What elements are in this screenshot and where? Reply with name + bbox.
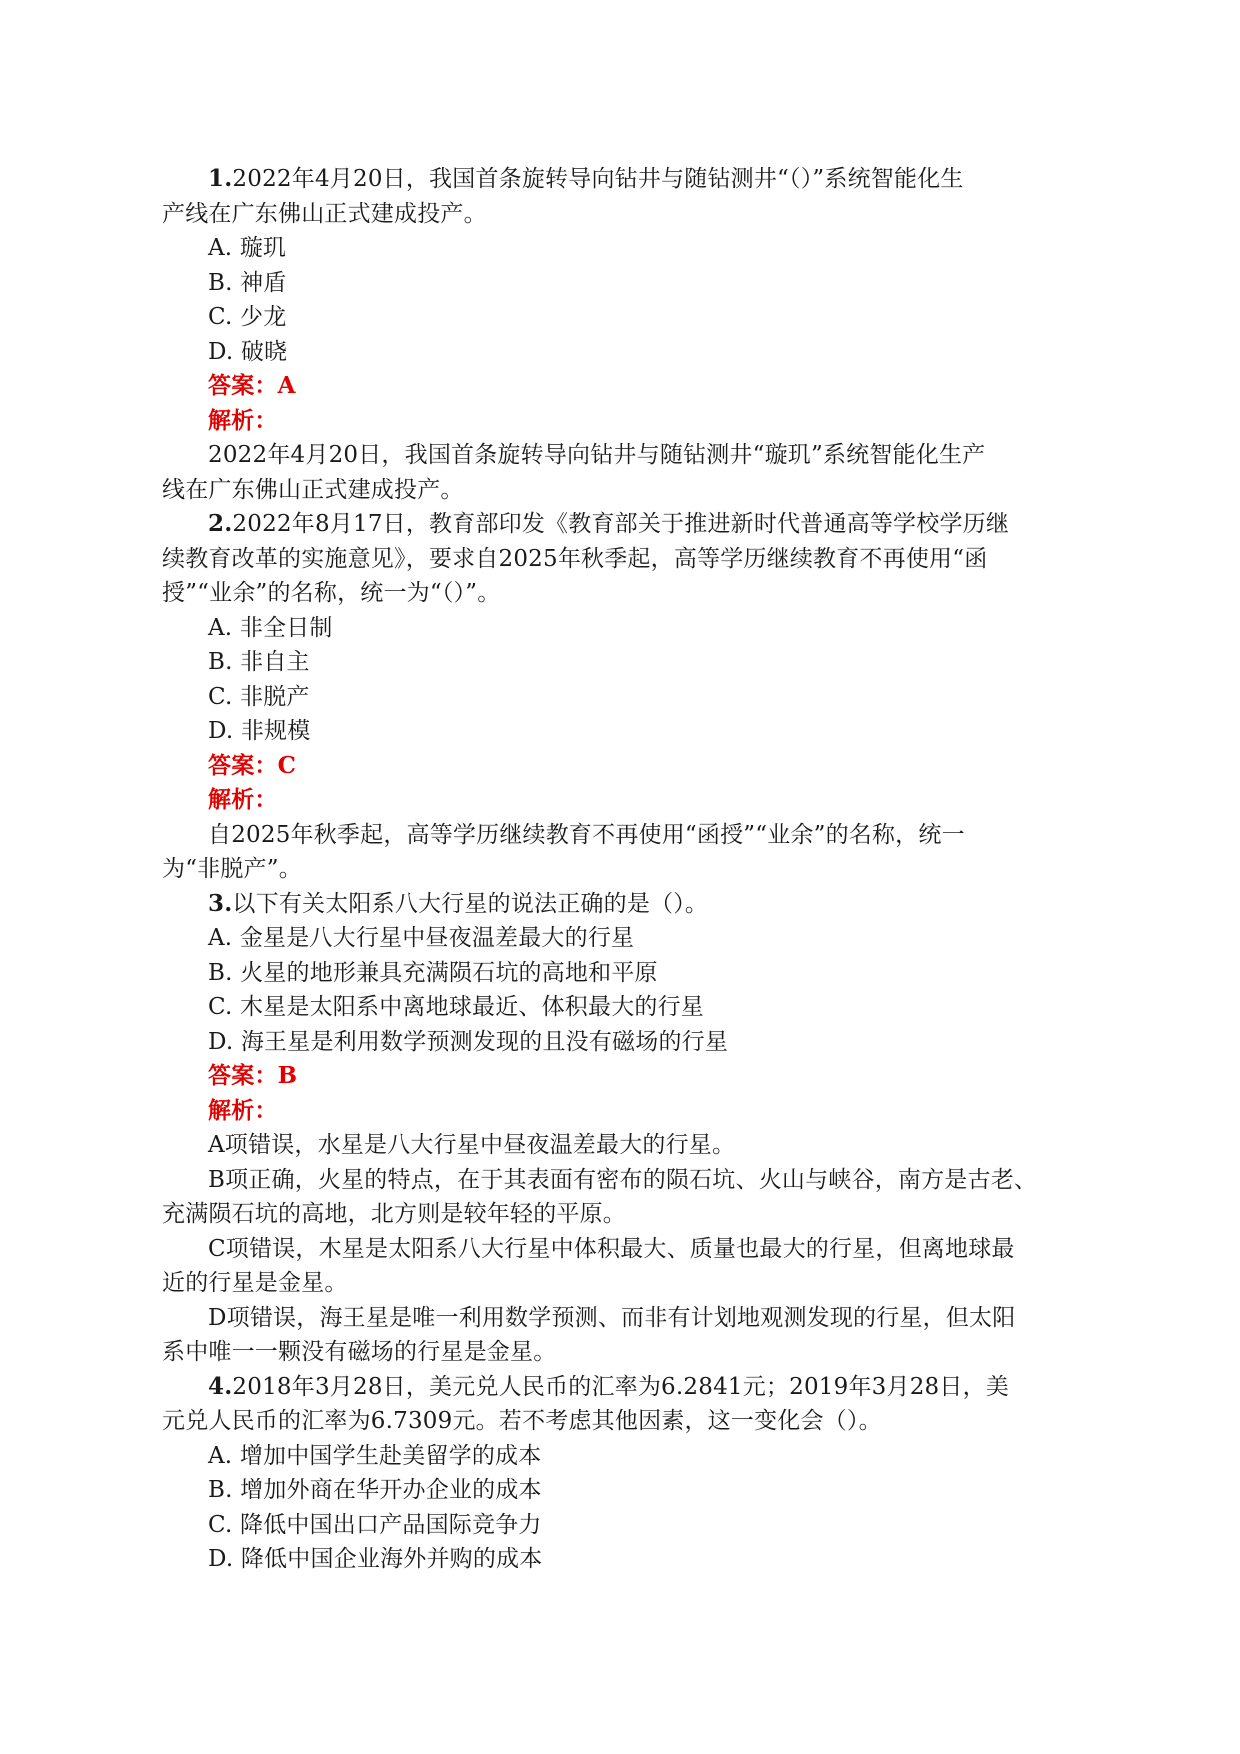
option-a: A. 增加中国学生赴美留学的成本: [208, 1442, 542, 1469]
analysis-line: 系中唯一一颗没有磁场的行星是金星。: [162, 1339, 557, 1365]
option-a: A. 非全日制: [208, 614, 333, 641]
analysis-line: B项正确，火星的特点，在于其表面有密布的陨石坑、火山与峡谷，南方是古老、: [208, 1166, 1038, 1193]
question-stem-line: [162, 1370, 1092, 1405]
analysis-line: 为“非脱产”。: [162, 856, 302, 882]
question-stem-text: 以下有关太阳系八大行星的说法正确的是（）。: [232, 890, 709, 917]
analysis-line: C项错误，木星是太阳系八大行星中体积最大、质量也最大的行星，但离地球最: [208, 1235, 1015, 1262]
analysis-line: 充满陨石坑的高地，北方则是较年轻的平原。: [162, 1201, 626, 1227]
question-stem-text: 2018年3月28日，美元兑人民币的汇率为6.2841元；2019年3月28日，美: [232, 1373, 1009, 1400]
question-stem-line: [162, 887, 1092, 922]
question-stem-line: 元兑人民币的汇率为6.7309元。若不考虑其他因素，这一变化会（）。: [162, 1408, 882, 1434]
analysis-line: 线在广东佛山正式建成投产。: [162, 476, 464, 503]
option-a: A. 璇玑: [208, 235, 287, 261]
option-d: D. 海王星是利用数学预测发现的且没有磁场的行星: [208, 1028, 729, 1055]
question-stem-line: 授”“业余”的名称，统一为“（）”。: [162, 580, 501, 606]
analysis-label: 解析：: [208, 1096, 278, 1124]
option-d: D. 破晓: [208, 338, 288, 365]
analysis-line: A项错误，水星是八大行星中昼夜温差最大的行星。: [208, 1132, 736, 1158]
option-b: B. 增加外商在华开办企业的成本: [208, 1477, 542, 1503]
question-stem-line: 产线在广东佛山正式建成投产。: [162, 200, 487, 227]
question-4: [162, 1370, 1092, 1577]
question-stem-text: 2022年4月20日，我国首条旋转导向钻井与随钻测井“（）”系统智能化生: [232, 166, 964, 192]
question-stem-line: [162, 162, 1092, 197]
question-3: [162, 887, 1092, 1370]
option-b: B. 火星的地形兼具充满陨石坑的高地和平原: [208, 959, 658, 986]
question-stem-line: [162, 507, 1092, 542]
question-stem-line: 续教育改革的实施意见》，要求自2025年秋季起，高等学历继续教育不再使用“函: [162, 545, 988, 572]
analysis-line: 近的行星是金星。: [162, 1270, 348, 1296]
answer-label: 答案：B: [208, 1062, 298, 1089]
answer-label: 答案：C: [208, 751, 297, 779]
option-c: C. 木星是太阳系中离地球最近、体积最大的行星: [208, 994, 705, 1020]
option-c: C. 非脱产: [208, 683, 310, 710]
option-b: B. 神盾: [208, 269, 287, 296]
question-2: [162, 507, 1092, 887]
analysis-line: 2022年4月20日，我国首条旋转导向钻井与随钻测井“璇玑”系统智能化生产: [208, 442, 986, 468]
option-c: C. 降低中国出口产品国际竞争力: [208, 1511, 542, 1538]
answer-label: 答案：A: [208, 372, 296, 399]
analysis-line: D项错误，海王星是唯一利用数学预测、而非有计划地观测发现的行星，但太阳: [208, 1304, 1016, 1331]
option-d: D. 降低中国企业海外并购的成本: [208, 1546, 543, 1572]
question-number: 2.: [208, 510, 233, 537]
analysis-label: 解析：: [208, 786, 278, 813]
question-stem-text: 2022年8月17日，教育部印发《教育部关于推进新时代普通高等学校学历继: [232, 511, 1010, 537]
option-b: B. 非自主: [208, 649, 310, 675]
option-d: D. 非规模: [208, 718, 311, 744]
analysis-line: 自2025年秋季起，高等学历继续教育不再使用“函授”“业余”的名称，统一: [208, 821, 965, 848]
question-1: [162, 162, 1092, 507]
question-document: [162, 162, 1092, 1577]
question-number: 4.: [208, 1372, 233, 1400]
option-a: A. 金星是八大行星中昼夜温差最大的行星: [208, 925, 635, 951]
question-number: 1.: [208, 165, 233, 192]
option-c: C. 少龙: [208, 304, 287, 330]
analysis-label: 解析：: [208, 406, 278, 434]
question-number: 3.: [208, 889, 233, 917]
